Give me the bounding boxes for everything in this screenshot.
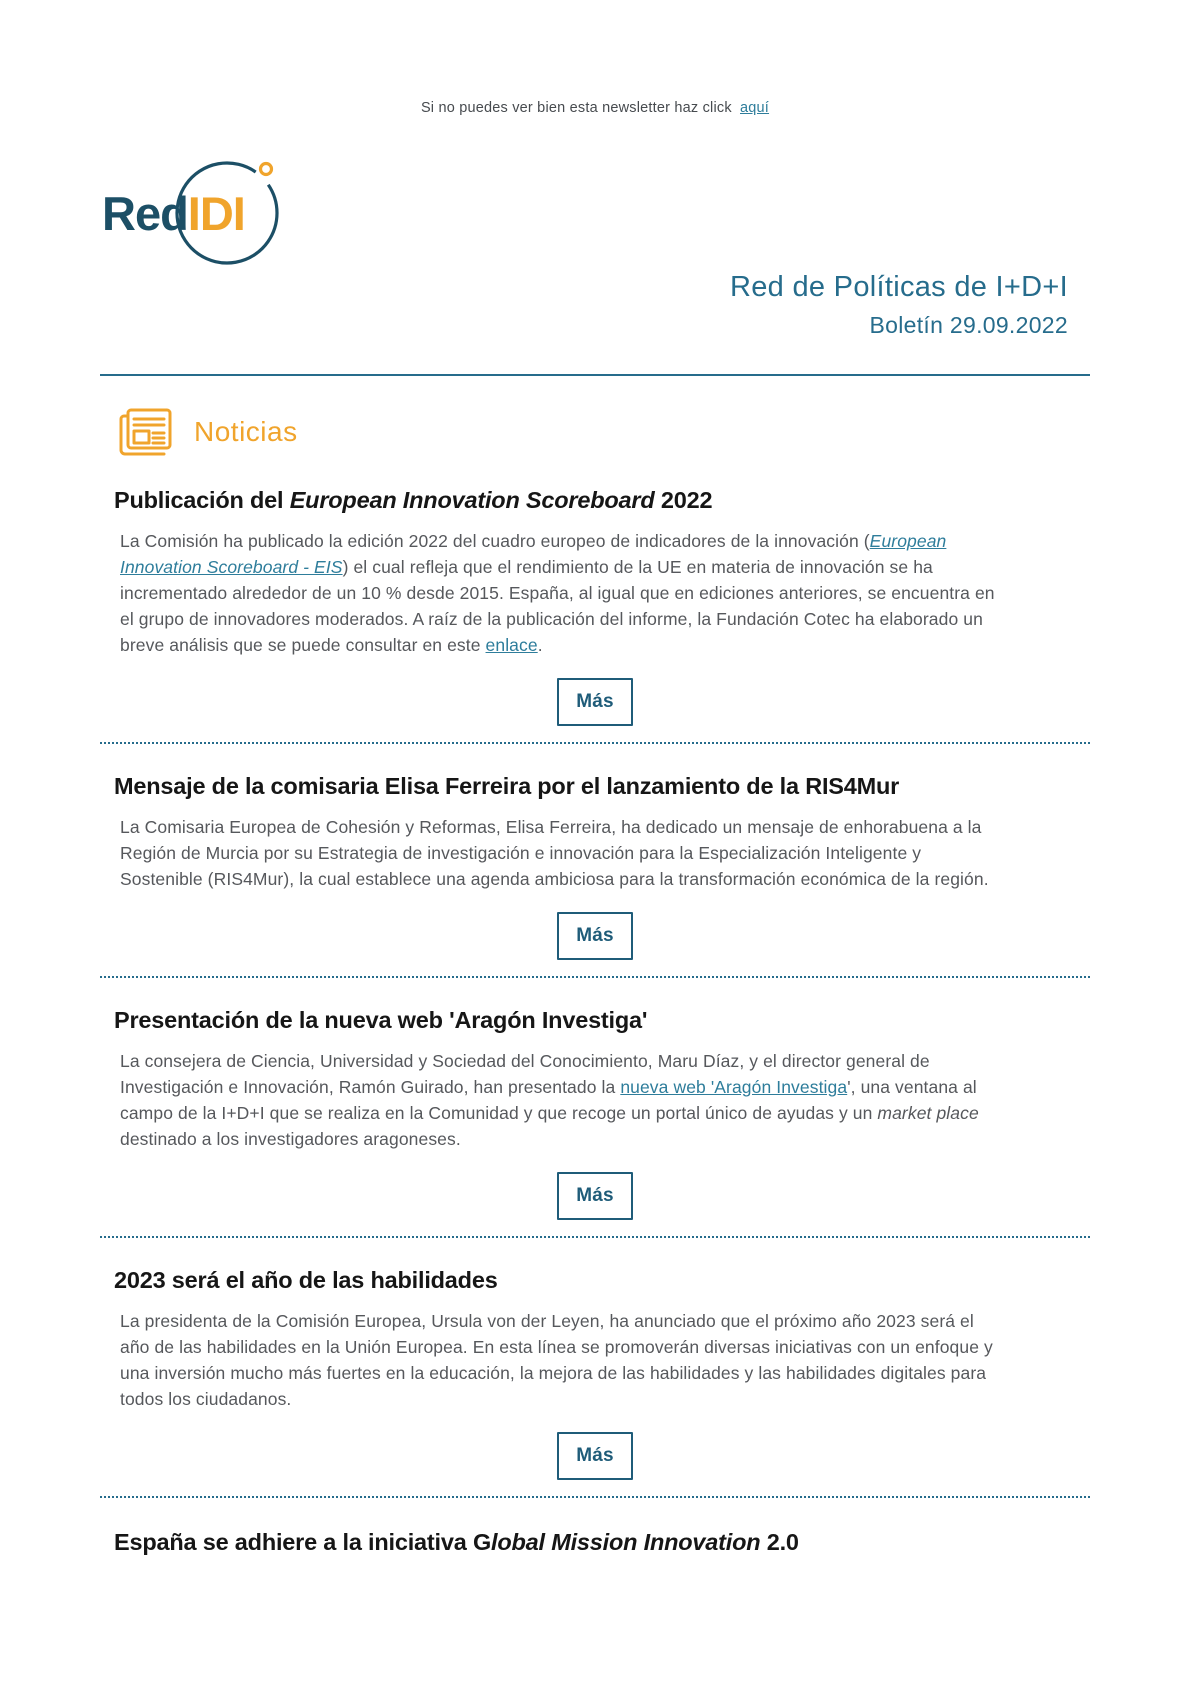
news-item [100,1264,1090,1498]
newsletter-date: Boletín 29.09.2022 [869,312,1068,338]
text-segment: destinado a los investigadores aragoneses. [120,1129,461,1149]
section-noticias [100,406,1090,458]
news-body [100,1308,1005,1412]
text-segment: ) el cual refleja que el rendimiento de la UE en materia de innovación se ha incrementado alrededor de un 10 % desde 2015. España, al igual que en ediciones anteriores, se encuentra en el grupo de innovadores moderados. A raíz de la publicación del informe, la Fundación Cotec ha elaborado un breve análisis que se puede consultar en este [120,557,995,655]
view-online-link[interactable]: aquí [740,100,770,116]
text-segment: 2023 será el año de las habilidades [114,1267,498,1293]
inline-link[interactable]: nueva web 'Aragón Investiga [620,1077,848,1097]
text-segment: ', una ventana al campo de la I+D+I que se realiza en la Comunidad y que recoge un portal único de ayudas y un [120,1077,977,1123]
text-segment: 2022 [654,487,713,513]
inline-link[interactable]: European Innovation Scoreboard - EIS [120,531,947,577]
news-body [100,528,1005,658]
more-button[interactable]: Más [557,912,633,960]
more-button-row [100,1432,1090,1480]
text-segment: Presentación de la nueva web 'Aragón Investiga' [114,1007,648,1033]
news-title [100,1004,1090,1036]
text-segment: lobal Mission Innovation [491,1529,761,1555]
logo-text-idi: IDI [187,187,245,240]
text-segment: . [537,635,543,655]
news-item [100,1004,1090,1238]
more-button[interactable]: Más [557,1432,633,1480]
more-button[interactable]: Más [557,1172,633,1220]
more-button-row [100,678,1090,726]
news-list [100,484,1090,1558]
section-divider [100,1236,1090,1238]
section-divider [100,742,1090,744]
inline-link[interactable]: enlace [485,635,538,655]
text-segment: market place [877,1103,979,1123]
masthead [100,268,1090,342]
preheader [100,0,1090,116]
news-body [100,1048,1005,1152]
news-item [100,484,1090,744]
logo-orbit-dot [261,164,272,175]
news-title [100,1264,1090,1296]
text-segment: La Comisaria Europea de Cohesión y Reformas, Elisa Ferreira, ha dedicado un mensaje de enhorabuena a la Región de Murcia por su Estrategia de investigación e innovación para la Especialización Inteligente y Sostenible (RIS4Mur), la cual establece una agenda ambiciosa para la transformación económica de la región. [120,817,989,889]
text-segment: 2.0 [760,1529,799,1555]
more-button-row [100,912,1090,960]
news-title [100,484,1090,516]
header-rule [100,374,1090,376]
text-segment: La Comisión ha publicado la edición 2022 del cuadro europeo de indicadores de la innovación ( [120,531,870,551]
newsletter-title: Red de Políticas de I+D+I [730,271,1068,303]
text-segment: La consejera de Ciencia, Universidad y Sociedad del Conocimiento, Maru Díaz, y el director general de Investigación e Innovación, Ramón Guirado, han presentado la [120,1051,930,1097]
text-segment: Mensaje de la comisaria Elisa Ferreira por el lanzamiento de la RIS4Mur [114,773,900,799]
section-divider [100,1496,1090,1498]
news-title [100,1526,1090,1558]
redidi-logo-graphic [100,156,300,266]
svg-text:RedIDI [102,187,245,240]
news-item [100,1526,1090,1558]
news-title [100,770,1090,802]
newspaper-icon [114,406,174,458]
news-body [100,814,1005,892]
section-divider [100,976,1090,978]
more-button-row [100,1172,1090,1220]
text-segment: España se adhiere a la iniciativa G [114,1529,492,1555]
text-segment: La presidenta de la Comisión Europea, Ursula von der Leyen, ha anunciado que el próximo año 2023 será el año de las habilidades en la Unión Europea. En esta línea se promoverán diversas iniciativas con un enfoque y una inversión mucho más fuertes en la educación, la mejora de las habilidades y las habilidades digitales para todos los ciudadanos. [120,1311,993,1409]
preheader-text: Si no puedes ver bien esta newsletter haz click [420,100,732,116]
news-item [100,770,1090,978]
text-segment: Publicación del [114,487,290,513]
text-segment: European Innovation Scoreboard [289,487,655,513]
more-button[interactable]: Más [557,678,633,726]
redidi-logo [100,156,1090,266]
logo-text-red: Red [102,187,188,240]
section-title: Noticias [194,416,298,447]
